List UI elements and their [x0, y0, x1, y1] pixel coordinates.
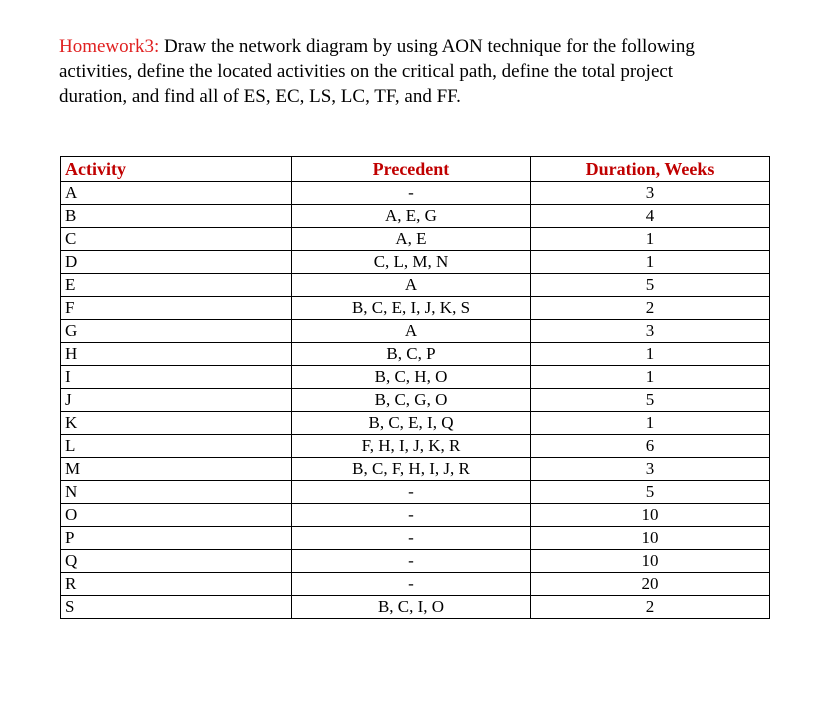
- cell-duration: 1: [531, 343, 770, 366]
- table-row: [61, 504, 770, 527]
- table-row: [61, 274, 770, 297]
- cell-duration: 3: [531, 458, 770, 481]
- cell-activity: M: [61, 458, 292, 481]
- cell-activity: N: [61, 481, 292, 504]
- cell-precedent: B, C, E, I, J, K, S: [292, 297, 531, 320]
- table-row: [61, 481, 770, 504]
- cell-duration: 1: [531, 412, 770, 435]
- table-row: [61, 527, 770, 550]
- cell-precedent: B, C, H, O: [292, 366, 531, 389]
- cell-activity: G: [61, 320, 292, 343]
- cell-duration: 2: [531, 596, 770, 619]
- cell-activity: O: [61, 504, 292, 527]
- header-activity: Activity: [61, 157, 292, 182]
- cell-precedent: F, H, I, J, K, R: [292, 435, 531, 458]
- table-row: [61, 366, 770, 389]
- cell-activity: A: [61, 182, 292, 205]
- cell-activity: Q: [61, 550, 292, 573]
- cell-duration: 5: [531, 274, 770, 297]
- table-row: [61, 205, 770, 228]
- cell-duration: 1: [531, 251, 770, 274]
- cell-precedent: A: [292, 274, 531, 297]
- table-row: [61, 458, 770, 481]
- table-body: [61, 182, 770, 619]
- cell-precedent: -: [292, 527, 531, 550]
- cell-duration: 1: [531, 366, 770, 389]
- cell-duration: 4: [531, 205, 770, 228]
- cell-precedent: B, C, G, O: [292, 389, 531, 412]
- cell-duration: 3: [531, 320, 770, 343]
- cell-precedent: -: [292, 182, 531, 205]
- table-row: [61, 389, 770, 412]
- cell-activity: K: [61, 412, 292, 435]
- cell-activity: D: [61, 251, 292, 274]
- table-header-row: [61, 157, 770, 182]
- table-row: [61, 343, 770, 366]
- table-row: [61, 228, 770, 251]
- cell-duration: 6: [531, 435, 770, 458]
- cell-duration: 5: [531, 389, 770, 412]
- cell-precedent: A, E, G: [292, 205, 531, 228]
- cell-precedent: B, C, E, I, Q: [292, 412, 531, 435]
- cell-duration: 5: [531, 481, 770, 504]
- table-row: [61, 435, 770, 458]
- table-row: [61, 573, 770, 596]
- cell-precedent: -: [292, 481, 531, 504]
- cell-activity: J: [61, 389, 292, 412]
- cell-duration: 2: [531, 297, 770, 320]
- table-row: [61, 412, 770, 435]
- cell-activity: B: [61, 205, 292, 228]
- assignment-instructions: [59, 34, 739, 109]
- cell-activity: E: [61, 274, 292, 297]
- cell-precedent: B, C, I, O: [292, 596, 531, 619]
- cell-activity: C: [61, 228, 292, 251]
- instructions-text: Draw the network diagram by using AON technique for the following activities, define the located activities on the critical path, define the total project duration, and find all of ES, EC, LS, LC, TF, and FF.: [59, 36, 695, 107]
- cell-activity: L: [61, 435, 292, 458]
- cell-precedent: A, E: [292, 228, 531, 251]
- cell-precedent: -: [292, 504, 531, 527]
- header-precedent: Precedent: [292, 157, 531, 182]
- cell-duration: 10: [531, 550, 770, 573]
- header-duration: Duration, Weeks: [531, 157, 770, 182]
- cell-activity: H: [61, 343, 292, 366]
- cell-duration: 1: [531, 228, 770, 251]
- cell-duration: 20: [531, 573, 770, 596]
- cell-duration: 3: [531, 182, 770, 205]
- cell-precedent: B, C, P: [292, 343, 531, 366]
- cell-activity: F: [61, 297, 292, 320]
- activities-table: [60, 156, 770, 619]
- cell-precedent: A: [292, 320, 531, 343]
- table-row: [61, 320, 770, 343]
- table-row: [61, 251, 770, 274]
- cell-activity: P: [61, 527, 292, 550]
- cell-precedent: B, C, F, H, I, J, R: [292, 458, 531, 481]
- table-row: [61, 550, 770, 573]
- table-row: [61, 297, 770, 320]
- table-row: [61, 182, 770, 205]
- homework-label: Homework3:: [59, 36, 160, 57]
- cell-precedent: C, L, M, N: [292, 251, 531, 274]
- cell-precedent: -: [292, 573, 531, 596]
- cell-duration: 10: [531, 504, 770, 527]
- cell-duration: 10: [531, 527, 770, 550]
- cell-precedent: -: [292, 550, 531, 573]
- table-row: [61, 596, 770, 619]
- cell-activity: R: [61, 573, 292, 596]
- cell-activity: I: [61, 366, 292, 389]
- cell-activity: S: [61, 596, 292, 619]
